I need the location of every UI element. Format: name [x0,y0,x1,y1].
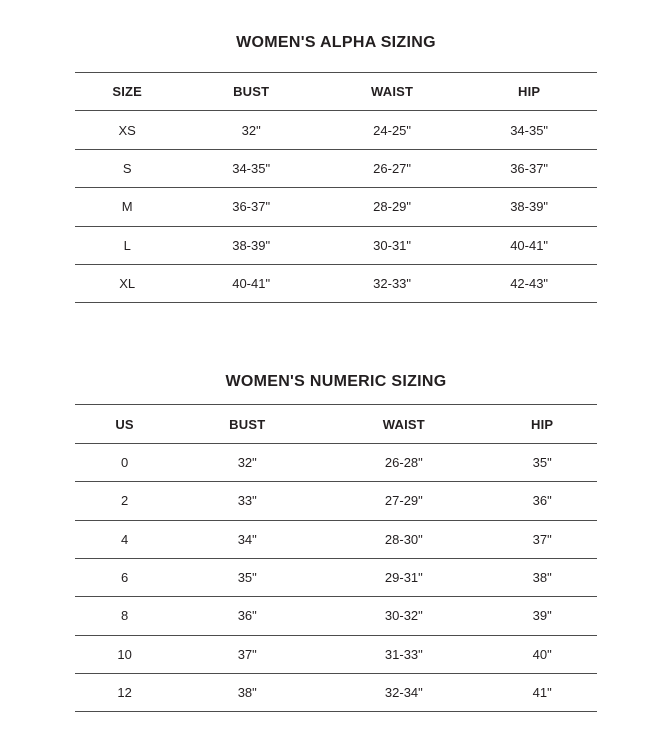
size-cell: 30-32" [320,597,487,635]
size-cell: 31-33" [320,635,487,673]
size-cell: 35" [174,558,320,596]
column-header: HIP [487,405,597,443]
size-cell: 34-35" [461,111,597,149]
size-cell: XL [75,264,179,302]
size-cell: 37" [487,520,597,558]
size-cell: 8 [75,597,174,635]
column-header: BUST [179,73,323,111]
size-cell: 40" [487,635,597,673]
size-cell: 2 [75,482,174,520]
size-cell: 32" [174,443,320,481]
table-row [75,149,597,187]
size-cell: 34" [174,520,320,558]
size-cell: 6 [75,558,174,596]
table-row [75,443,597,481]
column-header: HIP [461,73,597,111]
alpha-sizing-title: WOMEN'S ALPHA SIZING [236,34,436,51]
size-cell: 27-29" [320,482,487,520]
alpha-sizing-section [75,0,597,303]
column-header: US [75,405,174,443]
size-cell: 4 [75,520,174,558]
table-row [75,111,597,149]
size-cell: 38-39" [179,226,323,264]
size-cell: 10 [75,635,174,673]
column-header: BUST [174,405,320,443]
size-cell: 40-41" [179,264,323,302]
size-cell: 36" [174,597,320,635]
table-row [75,482,597,520]
size-cell: S [75,149,179,187]
size-cell: 0 [75,443,174,481]
size-cell: 38-39" [461,188,597,226]
size-cell: 36-37" [179,188,323,226]
size-cell: 36" [487,482,597,520]
size-guide-content [75,0,597,712]
size-cell: 34-35" [179,149,323,187]
table-row [75,188,597,226]
numeric-sizing-table [75,404,597,712]
size-cell: M [75,188,179,226]
size-cell: 29-31" [320,558,487,596]
size-cell: 39" [487,597,597,635]
table-row [75,520,597,558]
size-cell: 32-34" [320,674,487,712]
size-cell: 32-33" [323,264,461,302]
numeric-sizing-title: WOMEN'S NUMERIC SIZING [225,373,447,391]
numeric-sizing-section [75,303,597,712]
alpha-sizing-table [75,72,597,303]
size-cell: 40-41" [461,226,597,264]
size-cell: 32" [179,111,323,149]
size-cell: 24-25" [323,111,461,149]
size-cell: XS [75,111,179,149]
column-header: WAIST [323,73,461,111]
size-cell: 38" [174,674,320,712]
size-cell: 41" [487,674,597,712]
size-cell: 26-27" [323,149,461,187]
table-row [75,597,597,635]
size-cell: L [75,226,179,264]
table-row [75,674,597,712]
size-cell: 28-29" [323,188,461,226]
size-cell: 35" [487,443,597,481]
table-row [75,264,597,302]
numeric-sizing-header-row [75,405,597,443]
size-cell: 12 [75,674,174,712]
size-cell: 42-43" [461,264,597,302]
alpha-sizing-header-row [75,73,597,111]
size-cell: 26-28" [320,443,487,481]
size-cell: 38" [487,558,597,596]
size-cell: 28-30" [320,520,487,558]
size-cell: 33" [174,482,320,520]
size-cell: 36-37" [461,149,597,187]
column-header: SIZE [75,73,179,111]
table-row [75,635,597,673]
table-row [75,226,597,264]
alpha-sizing-body [75,111,597,303]
size-cell: 37" [174,635,320,673]
numeric-sizing-body [75,443,597,712]
table-row [75,558,597,596]
column-header: WAIST [320,405,487,443]
size-cell: 30-31" [323,226,461,264]
